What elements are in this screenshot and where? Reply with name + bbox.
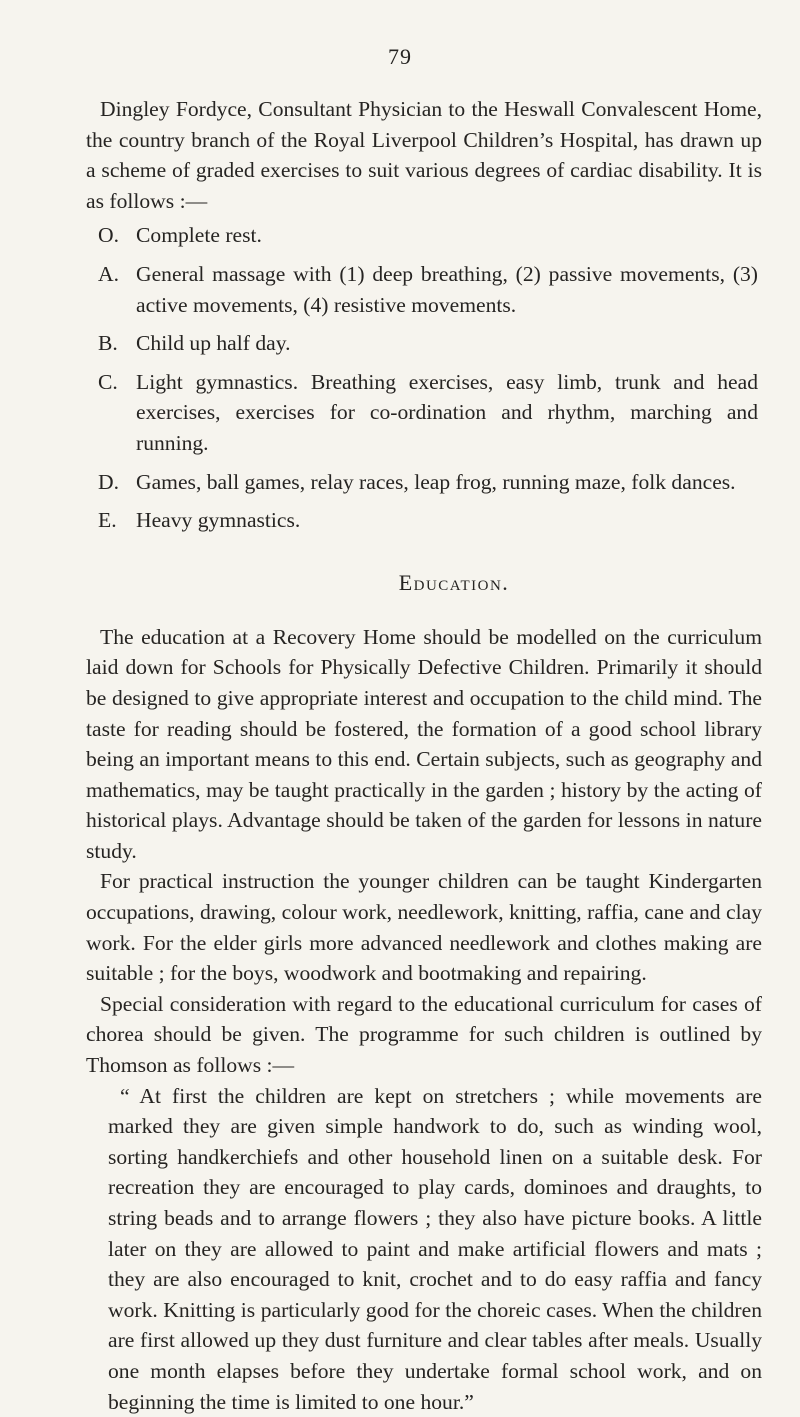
exercise-text: Games, ball games, relay races, leap frog, running maze, folk dances.: [136, 469, 736, 494]
thomson-quote: “ At first the children are kept on stretchers ; while movements are marked they are given simple handwork to do, such as winding wool, sorting handkerchiefs and other household linen on a suitable desk. For recreation they are encouraged to play cards, dominoes and draughts, to string beads and to arrange flowers ; they also have picture books. A little later on they are allowed to paint and make artificial flowers and mats ; they are also encouraged to knit, crochet and to do easy raffia and fancy work. Knitting is particularly good for the choreic cases. When the children are first allowed up they dust furniture and clear tables after meals. Usually one month elapses before they undertake formal school work, and on beginning the time is limited to one hour.”: [108, 1083, 762, 1414]
exercise-letter: D.: [98, 469, 119, 494]
exercise-text: General massage with (1) deep breathing, (2) passive movements, (3) active movements, (4) resistive movements.: [136, 261, 758, 317]
exercise-text: Complete rest.: [136, 223, 262, 248]
exercise-letter: E.: [98, 508, 117, 533]
education-paragraph-3: Special consideration with regard to the educational curriculum for cases of chorea should be given. The programme for such children is outlined by Thomson as follows :—: [86, 991, 762, 1078]
text-block: [86, 94, 762, 1417]
section-heading-education: Education.: [398, 569, 510, 595]
education-paragraph-1: The education at a Recovery Home should be modelled on the curriculum laid down for Schools for Physically Defective Children. Primarily it should be designed to give appropriate interest and occupation to the child mind. The taste for reading should be fostered, the formation of a good school library being an important means to this end. Certain subjects, such as geography and mathematics, may be taught practically in the garden ; history by the acting of historical plays. Advantage should be taken of the garden for lessons in nature study.: [86, 624, 762, 863]
exercise-item-e: [86, 505, 762, 536]
exercise-text: Child up half day.: [136, 331, 291, 356]
exercise-letter: C.: [98, 369, 118, 394]
exercise-letter: O.: [98, 223, 119, 248]
exercise-item-a: [86, 259, 762, 320]
education-paragraph-2: For practical instruction the younger children can be taught Kindergarten occupations, drawing, colour work, needlework, knitting, raffia, cane and clay work. For the elder girls more advanced needlework and clothes making are suitable ; for the boys, woodwork and bootmaking and repairing.: [86, 869, 762, 986]
exercise-item-c: [86, 367, 762, 459]
exercise-letter: A.: [98, 261, 119, 286]
exercise-text: Light gymnastics. Breathing exercises, easy limb, trunk and head exercises, exercises for co-ordination and rhythm, marching and running.: [136, 369, 758, 455]
page-number: 79: [388, 44, 412, 69]
exercise-text: Heavy gymnastics.: [136, 508, 301, 533]
intro-paragraph: Dingley Fordyce, Consultant Physician to the Heswall Convalescent Home, the country branch of the Royal Liverpool Children’s Hospital, has drawn up a scheme of graded exercises to suit various degrees of cardiac disability. It is as follows :—: [86, 97, 762, 213]
exercise-item-b: [86, 328, 762, 359]
exercise-letter: B.: [98, 331, 118, 356]
exercise-item-o: [86, 220, 762, 251]
exercise-item-d: [86, 467, 762, 498]
exercise-list: [86, 220, 762, 535]
